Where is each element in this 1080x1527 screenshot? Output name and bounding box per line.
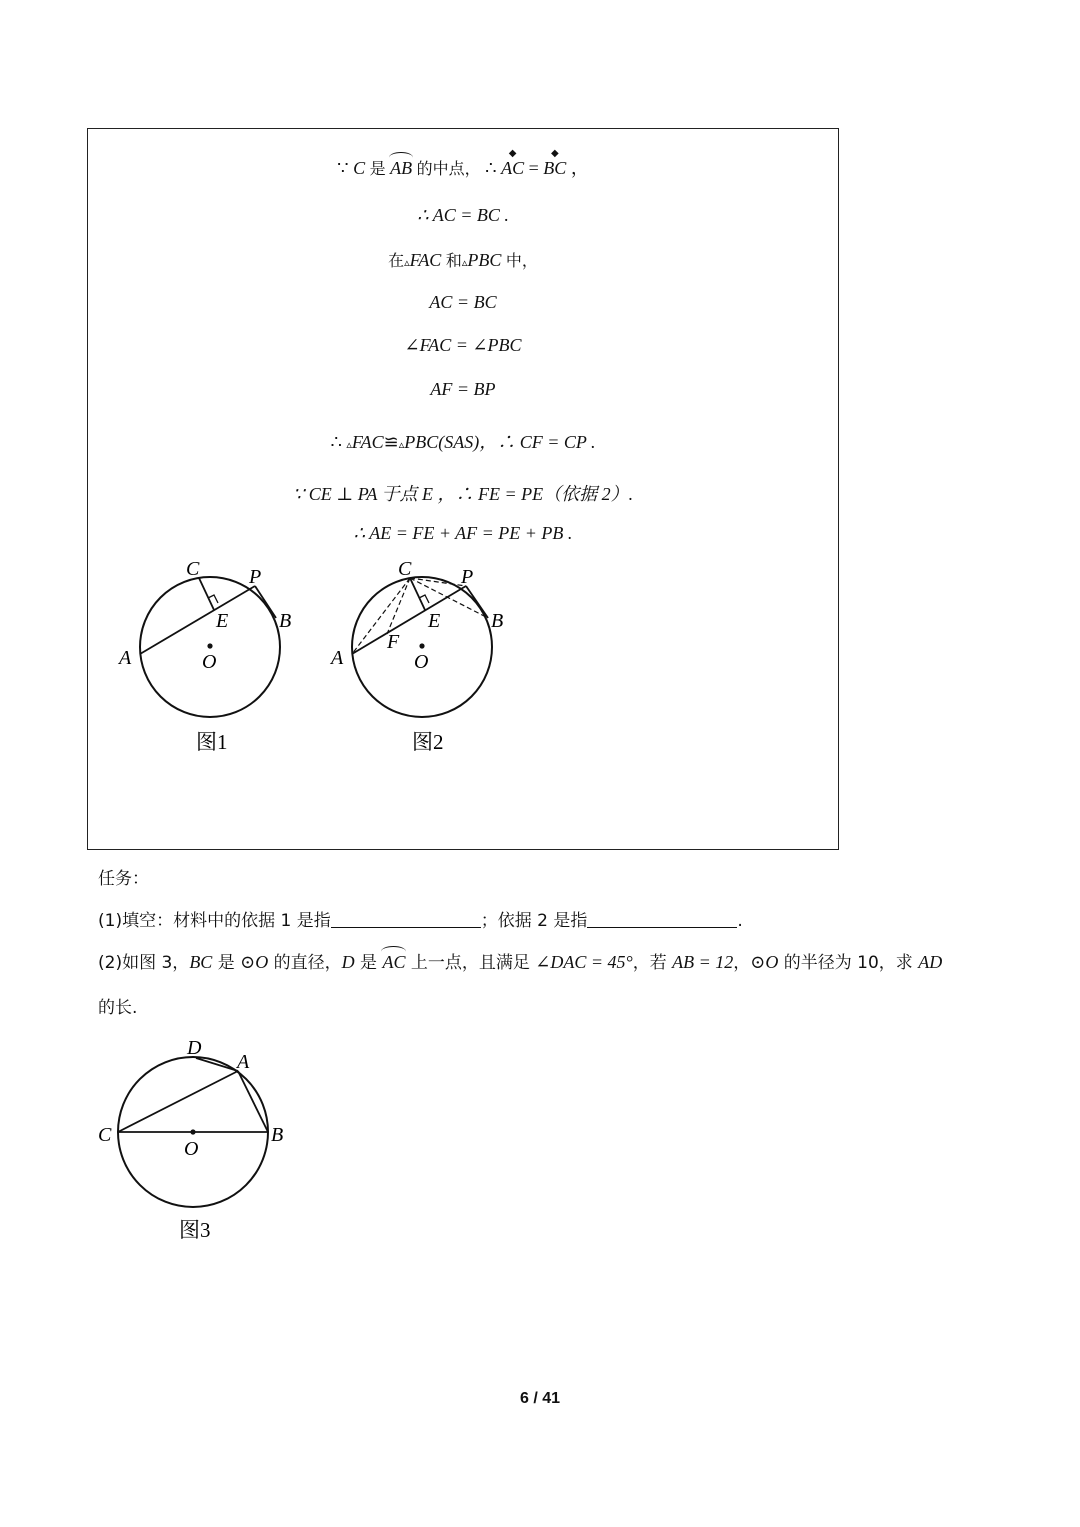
label-a: A [237, 1051, 250, 1073]
because-symbol: ∵ [337, 158, 349, 178]
text-in: 在 [388, 251, 405, 270]
proof-line-5: ∠FAC = ∠PBC [404, 335, 522, 355]
proof-line-9: ∴ AE = FE + AF = PE + PB . [353, 523, 573, 543]
q2-text: (2)如图 3， [98, 953, 190, 973]
segment-ce [199, 578, 214, 610]
label-b: B [491, 610, 504, 632]
triangle-pbc: PBC [467, 250, 502, 270]
q2-point-d: D [341, 952, 355, 972]
q1-mid-text: ；依据 2 是指 [480, 911, 588, 931]
triangle-symbol: ▵ [404, 257, 410, 269]
triangle-fac: FAC [409, 250, 442, 270]
figure-3-caption: 图3 [179, 1218, 211, 1242]
text-mid: 中， [505, 251, 538, 270]
task-heading: 任务： [98, 869, 149, 889]
label-e: E [216, 610, 229, 632]
point-c: C [353, 158, 366, 178]
label-o: O [414, 651, 429, 673]
text-and: 和 [445, 251, 462, 270]
q2-text: 上一点，且满足 [405, 953, 536, 973]
proof-line-8: ∵ CE ⊥ PA 于点 E ，∴ FE = PE（依据 2）. [292, 484, 634, 504]
chord-pb [255, 586, 276, 618]
label-f: F [387, 631, 400, 653]
q2-bc: BC [189, 952, 213, 972]
arc-ac: ◆ AC [501, 148, 525, 178]
page-number: 6 / 41 [519, 1390, 561, 1407]
triangle-pbc: PBC [404, 432, 439, 452]
label-o: O [202, 651, 217, 673]
congruent-symbol: ≌ [383, 432, 399, 452]
q2-text: 是 [354, 953, 383, 973]
q2-text: ，若 [632, 953, 673, 973]
q1-text: (1)填空：材料中的依据 1 是指 [98, 911, 331, 931]
label-b: B [271, 1124, 284, 1146]
arc-bc: ◆ BC [543, 148, 567, 178]
label-a: A [119, 647, 132, 669]
figure-2-caption: 图2 [412, 730, 444, 754]
q2-circle-o: ⊙O [750, 952, 779, 972]
therefore-symbol: ∴ [485, 158, 497, 178]
chord-ab [238, 1071, 268, 1132]
label-e: E [428, 610, 441, 632]
question-2 [98, 948, 942, 973]
center-dot [419, 643, 424, 648]
label-c: C [398, 558, 412, 580]
equals-sign: = [528, 158, 539, 178]
proof-line-2: ∴ AC = BC . [417, 205, 509, 225]
triangle-symbol: ▵ [461, 257, 468, 269]
label-b: B [279, 610, 292, 632]
triangle-fac: FAC [351, 432, 384, 452]
proof-line-6: AF = BP [430, 379, 496, 399]
label-p: P [461, 566, 474, 588]
label-c: C [98, 1124, 112, 1146]
figure-1-caption: 图1 [196, 730, 228, 754]
question-2-cont: 的长. [98, 998, 138, 1018]
q2-angle: ∠DAC = 45° [535, 952, 633, 972]
center-dot [190, 1129, 195, 1134]
text-is: 是 [369, 159, 386, 178]
q1-end: . [737, 911, 743, 931]
arc-ab: AB [390, 158, 412, 179]
label-d: D [187, 1037, 202, 1059]
blank-basis-1[interactable] [331, 911, 481, 928]
label-p: P [249, 566, 262, 588]
q2-text: 是 [212, 953, 241, 973]
comma: ， [570, 158, 589, 178]
figure-1 [117, 558, 291, 754]
sas-reason: (SAS) [438, 432, 480, 452]
figure-2 [329, 558, 503, 754]
chord-ca [118, 1071, 238, 1132]
chord-pb [466, 586, 488, 618]
segment-ce [410, 578, 425, 610]
label-o: O [184, 1138, 199, 1160]
q2-text: ， [733, 953, 751, 973]
q2-circle-o: ⊙O [240, 952, 269, 972]
chord-ap [352, 586, 466, 654]
triangle-symbol: ▵ [346, 439, 352, 451]
proof-line-4: AC = BC [429, 292, 497, 312]
chord-ap [140, 586, 255, 654]
question-1 [98, 906, 743, 931]
cf-equals-cp: ，∴ CF = CP . [479, 432, 596, 452]
q2-arc-ac: AC [382, 952, 405, 973]
q2-text: 的直径， [268, 953, 342, 973]
blank-basis-2[interactable] [587, 911, 737, 928]
label-a: A [331, 647, 344, 669]
text-midpoint: 的中点， [416, 159, 481, 178]
center-dot [207, 643, 212, 648]
figure-3 [98, 1037, 283, 1242]
therefore-symbol: ∴ [330, 432, 342, 452]
q2-text: 的半径为 10，求 [778, 953, 919, 973]
q2-ad: AD [918, 952, 943, 972]
label-c: C [186, 558, 200, 580]
q2-ab: AB = 12 [672, 952, 734, 972]
triangle-symbol: ▵ [398, 439, 405, 451]
